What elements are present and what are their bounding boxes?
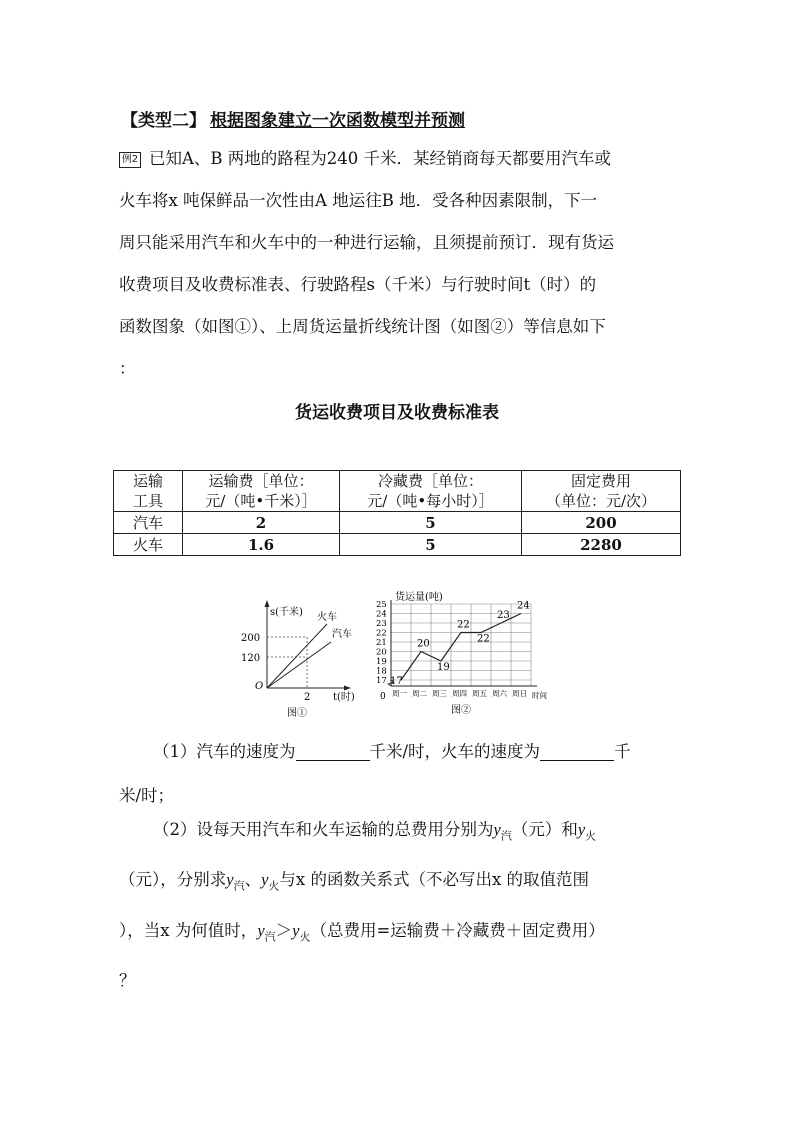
question-2-line-3 xyxy=(119,909,679,959)
q2-var-y: y xyxy=(257,920,265,940)
table-cell: 火车 xyxy=(114,534,183,556)
header-text: 运输费［单位： xyxy=(208,472,314,490)
q2-text: （总费用=运输费＋冷藏费＋固定费用） xyxy=(310,920,605,940)
question-1-line-2: 米/时； xyxy=(119,786,175,805)
q1-answer-blank-train[interactable] xyxy=(540,742,614,761)
q2-text: （元）和 xyxy=(511,820,578,839)
figure1-x-arrow xyxy=(344,686,351,691)
heading-bracket: 【类型二】 xyxy=(121,111,206,131)
y-tick-label: 23 xyxy=(376,619,387,629)
fee-table xyxy=(113,470,681,556)
q2-text: （元），分别求 xyxy=(119,870,227,890)
question-2 xyxy=(119,808,679,1003)
figure1-distance-time xyxy=(235,596,365,720)
figure1-origin: O xyxy=(255,681,264,692)
figure1-ytick-120: 120 xyxy=(241,653,261,664)
problem-line-3: 周只能采用汽车和火车中的一种进行运输，且须提前预订．现有货运 xyxy=(119,233,614,252)
chart-caption: 图② xyxy=(451,705,471,716)
x-category-label: 周二 xyxy=(412,689,427,698)
chart-x-categories xyxy=(392,688,527,698)
q1-answer-blank-car[interactable] xyxy=(296,742,370,761)
q2-sub-train: 火 xyxy=(268,879,280,893)
data-label: 23 xyxy=(497,610,510,621)
table-cell: 2 xyxy=(183,512,340,534)
figure2-freight-chart xyxy=(371,588,557,720)
table-cell: 5 xyxy=(340,534,522,556)
problem-line-4: 收费项目及收费标准表、行驶路程s（千米）与行驶时间t（时）的 xyxy=(119,275,597,294)
header-text: 元/（吨•千米）］ xyxy=(205,492,317,510)
q2-var-y: y xyxy=(493,820,501,839)
y-tick-label: 24 xyxy=(376,609,387,620)
data-label: 17 xyxy=(390,676,403,687)
header-cell xyxy=(183,471,340,512)
y-tick-label: 18 xyxy=(376,666,387,677)
header-text: 固定费用 xyxy=(570,472,631,490)
q2-var-y: y xyxy=(226,870,234,890)
q1-text-a: （1）汽车的速度为 xyxy=(153,742,296,761)
table-header-row xyxy=(114,471,681,512)
figure1-caption: 图① xyxy=(287,708,307,719)
q2-text: 与x 的函数关系式（不必写出x 的取值范围 xyxy=(279,870,590,890)
problem-line-6: ： xyxy=(119,359,136,378)
chart-xlabel: 时间 xyxy=(532,691,547,700)
figure1-xtick-2: 2 xyxy=(304,692,311,703)
y-tick-label: 25 xyxy=(376,600,387,610)
table-cell: 200 xyxy=(522,512,681,534)
figure1-ytick-200: 200 xyxy=(241,633,261,644)
y-tick-label: 21 xyxy=(376,638,387,648)
q1-text-b: 千米/时，火车的速度为 xyxy=(369,742,541,761)
figure1-train-line xyxy=(267,624,327,688)
figure1-train-label: 火车 xyxy=(317,612,337,623)
q1-text-c: 千 xyxy=(614,742,631,761)
question-1 xyxy=(119,730,679,818)
section-heading xyxy=(121,106,465,131)
question-2-line-2 xyxy=(119,858,679,908)
data-label: 20 xyxy=(417,638,430,650)
table-cell: 汽车 xyxy=(114,512,183,534)
problem-text-1: 已知A、B 两地的路程为240 千米．某经销商每天都要用汽车或 xyxy=(149,149,612,168)
x-category-label: 周五 xyxy=(472,689,487,698)
q2-sub-car: 汽 xyxy=(233,879,245,893)
q2-var-y: y xyxy=(292,920,300,940)
problem-line-5: 函数图象（如图①）、上周货运量折线统计图（如图②）等信息如下 xyxy=(119,317,606,336)
x-category-label: 周一 xyxy=(392,689,407,698)
header-text: 工具 xyxy=(132,492,163,510)
q2-sub-car: 汽 xyxy=(264,929,276,943)
chart-ylabel: 货运量(吨) xyxy=(395,592,443,603)
question-1-line-1 xyxy=(119,730,679,774)
data-label: 24 xyxy=(517,600,530,612)
table-row xyxy=(114,534,681,556)
q2-var-y: y xyxy=(261,870,269,890)
data-label: 19 xyxy=(437,662,450,673)
table-row xyxy=(114,512,681,534)
question-2-line-1 xyxy=(119,808,679,858)
x-category-label: 周四 xyxy=(452,689,467,698)
x-category-label: 周六 xyxy=(492,689,507,698)
q2-sub-train: 火 xyxy=(585,829,597,843)
table-title: 货运收费项目及收费标准表 xyxy=(295,403,499,423)
q2-sub-train: 火 xyxy=(299,929,311,943)
y-tick-label: 20 xyxy=(376,647,387,658)
y-tick-label: 19 xyxy=(376,657,387,667)
y-tick-label: 22 xyxy=(376,628,387,639)
chart-axes xyxy=(388,600,537,686)
table-cell: 1.6 xyxy=(183,534,340,556)
q2-text: （2）设每天用汽车和火车运输的总费用分别为 xyxy=(153,820,494,839)
header-text: 运输 xyxy=(132,472,163,490)
figure1-car-line xyxy=(267,642,331,688)
header-text: 元/（吨•每小时）］ xyxy=(367,492,494,510)
chart-grid xyxy=(391,604,531,686)
figure1-car-label: 汽车 xyxy=(332,629,352,640)
header-cell xyxy=(114,471,183,512)
figure1-xlabel: t(时) xyxy=(333,692,355,703)
chart-origin: 0 xyxy=(380,692,386,702)
y-tick-label: 17 xyxy=(376,676,387,686)
q2-gt-sign: ＞ xyxy=(275,920,293,940)
header-cell xyxy=(340,471,522,512)
figure1-ylabel: s(千米) xyxy=(270,607,303,618)
question-2-line-4: ？ xyxy=(119,970,136,990)
q2-var-y: y xyxy=(577,820,586,839)
example-mark: 例2 xyxy=(119,152,141,168)
problem-statement xyxy=(119,138,679,390)
q2-text: ），当x 为何值时， xyxy=(119,920,258,940)
table-cell: 2280 xyxy=(522,534,681,556)
table-cell: 5 xyxy=(340,512,522,534)
q2-text: 、 xyxy=(244,870,262,890)
x-category-label: 周日 xyxy=(512,689,527,698)
data-label: 22 xyxy=(457,619,470,631)
header-text: 冷藏费［单位： xyxy=(377,472,483,490)
data-label: 22 xyxy=(477,633,490,645)
header-cell xyxy=(522,471,681,512)
q2-sub-car: 汽 xyxy=(500,829,512,843)
chart-y-ticks xyxy=(376,600,387,686)
x-category-label: 周三 xyxy=(432,689,447,698)
problem-line-1 xyxy=(119,138,679,180)
problem-line-2: 火车将x 吨保鲜品一次性由A 地运往B 地．受各种因素限制，下一 xyxy=(119,191,598,210)
figure1-y-arrow xyxy=(265,600,270,607)
header-text: （单位：元/次） xyxy=(545,492,657,510)
heading-title: 根据图象建立一次函数模型并预测 xyxy=(210,111,465,131)
